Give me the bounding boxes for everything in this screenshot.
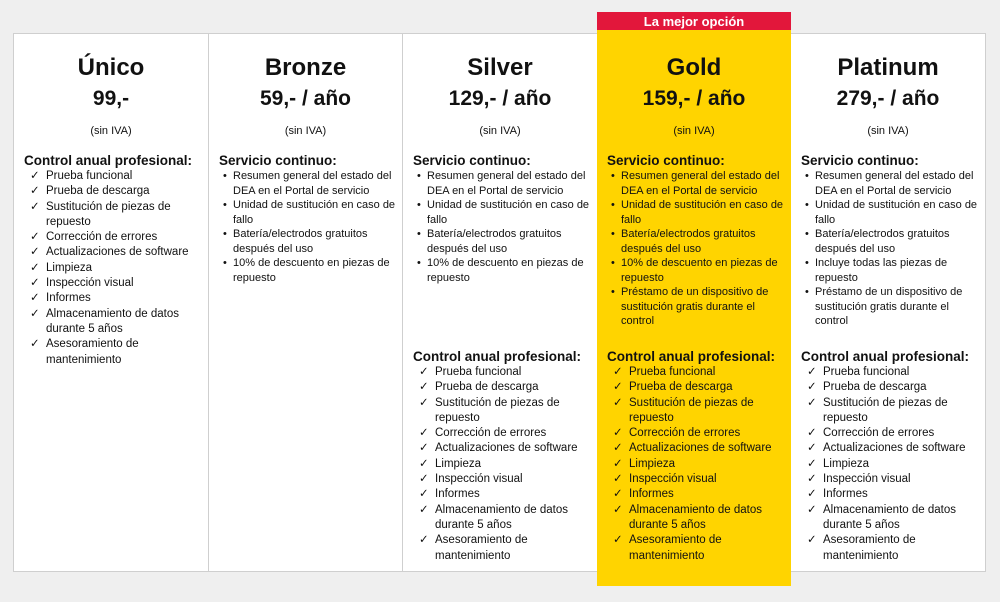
service-section xyxy=(597,153,791,335)
list-item: ✓ Actualizaciones de software xyxy=(607,441,785,456)
control-list xyxy=(24,169,202,368)
plan-column-platinum xyxy=(791,33,985,572)
plan-tax-note: (sin IVA) xyxy=(284,125,327,137)
list-item: ✓ Prueba de descarga xyxy=(607,380,785,395)
list-item: ✓ Prueba de descarga xyxy=(801,380,979,395)
plan-name: Platinum xyxy=(837,54,939,81)
list-item: ✓ Prueba de descarga xyxy=(24,184,202,199)
plan-column-gold xyxy=(597,30,791,586)
plan-price: 99,- xyxy=(92,87,130,110)
list-item: ✓ Inspección visual xyxy=(24,276,202,291)
list-item: • Batería/electrodos gratuitos después del uso xyxy=(801,227,979,256)
list-item: ✓ Asesoramiento de mantenimiento xyxy=(413,533,591,564)
control-title: Control anual profesional: xyxy=(801,349,970,364)
plan-name: Gold xyxy=(666,54,722,81)
plan-name: Bronze xyxy=(264,54,347,81)
list-item: ✓ Inspección visual xyxy=(607,472,785,487)
list-item: ✓ Almacenamiento de datos durante 5 años xyxy=(24,307,202,338)
best-option-ribbon: La mejor opción xyxy=(597,12,791,31)
service-section xyxy=(403,153,597,335)
list-item: • 10% de descuento en piezas de repuesto xyxy=(413,256,591,285)
control-list xyxy=(413,365,591,564)
plan-column-unico xyxy=(14,33,208,572)
list-item: ✓ Sustitución de piezas de repuesto xyxy=(413,396,591,427)
list-item: ✓ Informes xyxy=(413,487,591,502)
list-item: ✓ Sustitución de piezas de repuesto xyxy=(24,200,202,231)
control-title: Control anual profesional: xyxy=(607,349,776,364)
list-item: ✓ Asesoramiento de mantenimiento xyxy=(24,337,202,368)
service-section xyxy=(209,153,402,285)
service-list xyxy=(219,169,396,285)
service-title: Servicio continuo: xyxy=(219,153,337,168)
list-item: ✓ Corrección de errores xyxy=(24,230,202,245)
control-section xyxy=(791,349,985,564)
list-item: • Batería/electrodos gratuitos después del uso xyxy=(607,227,785,256)
list-item: ✓ Informes xyxy=(24,291,202,306)
list-item: ✓ Almacenamiento de datos durante 5 años xyxy=(607,503,785,534)
list-item: ✓ Limpieza xyxy=(413,457,591,472)
plan-column-bronze xyxy=(208,33,402,572)
plan-tax-note: (sin IVA) xyxy=(867,125,909,137)
list-item: • 10% de descuento en piezas de repuesto xyxy=(219,256,396,285)
list-item: • Resumen general del estado del DEA en el Portal de servicio xyxy=(607,169,785,198)
list-item: • Unidad de sustitución en caso de fallo xyxy=(607,198,785,227)
control-title: Control anual profesional: xyxy=(24,153,193,168)
plan-name: Silver xyxy=(467,54,533,81)
list-item: ✓ Sustitución de piezas de repuesto xyxy=(801,396,979,427)
control-section xyxy=(14,153,208,368)
service-title: Servicio continuo: xyxy=(801,153,919,168)
plan-tax-note: (sin IVA) xyxy=(90,125,132,137)
list-item: • Unidad de sustitución en caso de fallo xyxy=(219,198,396,227)
service-section xyxy=(791,153,985,335)
list-item: • Resumen general del estado del DEA en el Portal de servicio xyxy=(801,169,979,198)
control-list xyxy=(607,365,785,564)
plan-tax-note: (sin IVA) xyxy=(479,125,521,137)
list-item: ✓ Actualizaciones de software xyxy=(24,245,202,260)
list-item: ✓ Asesoramiento de mantenimiento xyxy=(801,533,979,564)
service-title: Servicio continuo: xyxy=(607,153,725,168)
list-item: ✓ Prueba funcional xyxy=(801,365,979,380)
control-list xyxy=(801,365,979,564)
list-item: ✓ Limpieza xyxy=(24,261,202,276)
plan-price: 279,- / año xyxy=(836,87,940,110)
list-item: ✓ Prueba funcional xyxy=(413,365,591,380)
list-item: ✓ Limpieza xyxy=(801,457,979,472)
list-item: • 10% de descuento en piezas de repuesto xyxy=(607,256,785,285)
list-item: ✓ Inspección visual xyxy=(801,472,979,487)
list-item: ✓ Actualizaciones de software xyxy=(801,441,979,456)
control-section xyxy=(403,349,597,564)
list-item: ✓ Asesoramiento de mantenimiento xyxy=(607,533,785,564)
list-item: ✓ Prueba funcional xyxy=(24,169,202,184)
list-item: • Unidad de sustitución en caso de fallo xyxy=(413,198,591,227)
list-item: ✓ Corrección de errores xyxy=(607,426,785,441)
control-title: Control anual profesional: xyxy=(413,349,582,364)
control-section xyxy=(597,349,791,564)
plan-price: 129,- / año xyxy=(448,87,552,110)
list-item: ✓ Informes xyxy=(801,487,979,502)
service-title: Servicio continuo: xyxy=(413,153,531,168)
list-item: ✓ Prueba funcional xyxy=(607,365,785,380)
list-item: ✓ Almacenamiento de datos durante 5 años xyxy=(801,503,979,534)
plan-price: 159,- / año xyxy=(642,87,746,110)
list-item: • Unidad de sustitución en caso de fallo xyxy=(801,198,979,227)
plan-column-silver xyxy=(402,33,597,572)
list-item: ✓ Actualizaciones de software xyxy=(413,441,591,456)
list-item: • Resumen general del estado del DEA en el Portal de servicio xyxy=(219,169,396,198)
list-item: ✓ Corrección de errores xyxy=(413,426,591,441)
service-list xyxy=(801,169,979,329)
plan-tax-note: (sin IVA) xyxy=(673,125,715,137)
list-item: ✓ Almacenamiento de datos durante 5 años xyxy=(413,503,591,534)
list-item: • Incluye todas las piezas de repuesto xyxy=(801,256,979,285)
list-item: ✓ Sustitución de piezas de repuesto xyxy=(607,396,785,427)
list-item: ✓ Corrección de errores xyxy=(801,426,979,441)
plan-name: Único xyxy=(77,54,145,81)
service-list xyxy=(607,169,785,329)
list-item: ✓ Limpieza xyxy=(607,457,785,472)
list-item: • Resumen general del estado del DEA en el Portal de servicio xyxy=(413,169,591,198)
list-item: • Préstamo de un dispositivo de sustitución gratis durante el control xyxy=(607,285,785,329)
service-list xyxy=(413,169,591,285)
list-item: • Batería/electrodos gratuitos después del uso xyxy=(219,227,396,256)
list-item: • Préstamo de un dispositivo de sustitución gratis durante el control xyxy=(801,285,979,329)
list-item: ✓ Prueba de descarga xyxy=(413,380,591,395)
list-item: ✓ Inspección visual xyxy=(413,472,591,487)
list-item: • Batería/electrodos gratuitos después del uso xyxy=(413,227,591,256)
list-item: ✓ Informes xyxy=(607,487,785,502)
plan-price: 59,- / año xyxy=(259,87,352,110)
